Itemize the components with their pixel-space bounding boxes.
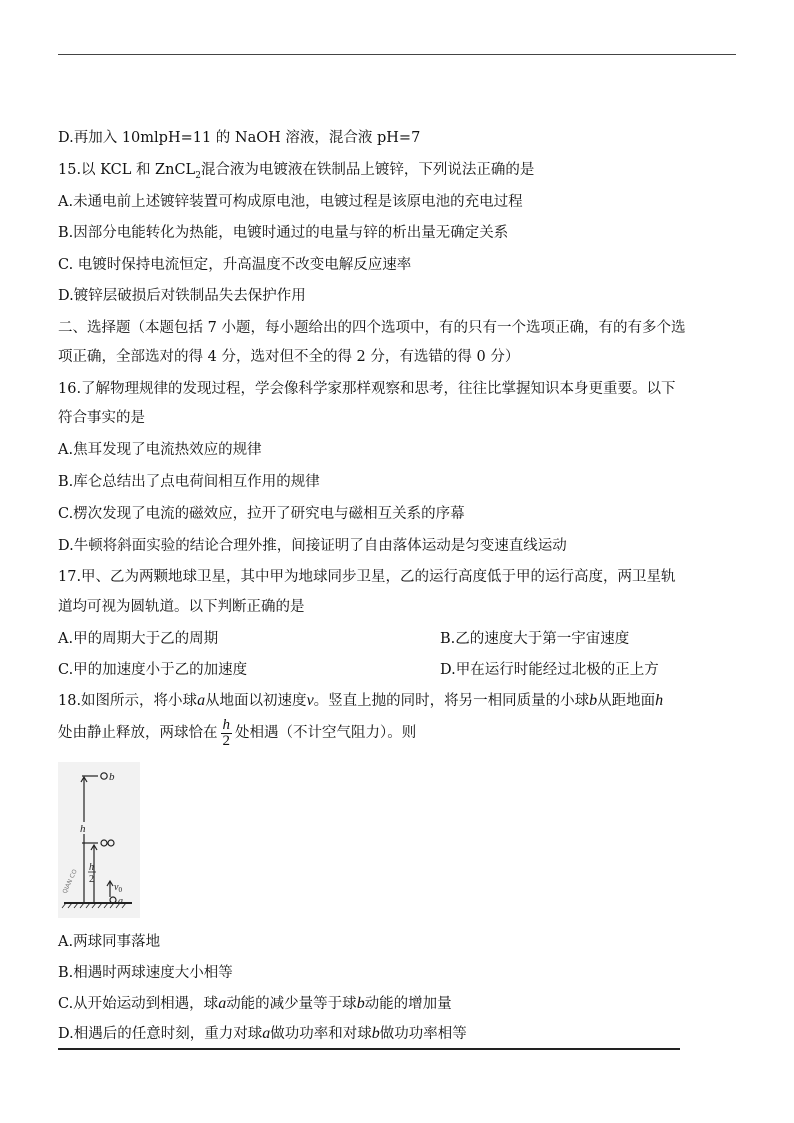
option-b-q16: B.库仑总结出了点电荷间相互作用的规律 bbox=[58, 474, 320, 490]
option-a-q15: A.未通电前上述镀锌装置可构成原电池，电镀过程是该原电池的充电过程 bbox=[58, 194, 523, 210]
option-d-q16: D.牛顿将斜面实验的结论合理外推，间接证明了自由落体运动是匀变速直线运动 bbox=[58, 538, 567, 554]
c18-var-b: b bbox=[356, 995, 365, 1012]
d18-text-1: D.相遇后的任意时刻，重力对球 bbox=[58, 1026, 263, 1042]
q18-text-4: 从距地面 bbox=[597, 693, 656, 709]
question-18-line-1 bbox=[58, 691, 663, 711]
q18-frac-num: h bbox=[222, 716, 230, 733]
fig-meet-circle-2 bbox=[108, 840, 114, 846]
section-2-heading-line-1: 二、选择题（本题包括 7 小题，每小题给出的四个选项中，有的只有一个选项正确，有的有多个选 bbox=[58, 320, 686, 336]
fig-label-b: b bbox=[109, 771, 115, 783]
option-d-q14: D.再加入 10mlpH=11 的 NaOH 溶液，混合液 pH=7 bbox=[58, 130, 421, 146]
option-b-q17: B.乙的速度大于第一宇宙速度 bbox=[440, 631, 630, 647]
q15-text-1: 15.以 KCL 和 ZnCL bbox=[58, 162, 196, 178]
q15-text-2: 混合液为电镀液在铁制品上镀锌，下列说法正确的是 bbox=[200, 162, 535, 178]
q18-text-3: 。竖直上抛的同时，将另一相同质量的小球 bbox=[313, 693, 590, 709]
d18-text-3: 做功功率相等 bbox=[379, 1026, 467, 1042]
question-16-line-1: 16.了解物理规律的发现过程，学会像科学家那样观察和思考，往往比掌握知识本身更重要。以下 bbox=[58, 381, 676, 397]
fig-label-a: a bbox=[118, 896, 123, 907]
q18-frac-den: 2 bbox=[222, 732, 230, 749]
option-d-q15: D.镀锌层破损后对铁制品失去保护作用 bbox=[58, 288, 306, 304]
q18-var-v: v bbox=[306, 692, 314, 709]
c18-text-2: 动能的减少量等于球 bbox=[226, 996, 357, 1012]
q18-fraction bbox=[221, 718, 233, 749]
option-a-q17: A.甲的周期大于乙的周期 bbox=[58, 631, 219, 647]
fig-meet-circle-1 bbox=[101, 840, 107, 846]
option-a-q16: A.焦耳发现了电流热效应的规律 bbox=[58, 442, 262, 458]
fig-label-v0-main: v bbox=[114, 882, 119, 893]
question-16-line-2: 符合事实的是 bbox=[58, 410, 145, 426]
d18-var-b: b bbox=[371, 1025, 380, 1042]
fig-label-half-den: 2 bbox=[89, 874, 94, 885]
option-c-q18 bbox=[58, 994, 452, 1014]
question-15 bbox=[58, 160, 534, 186]
option-b-q18: B.相遇时两球速度大小相等 bbox=[58, 965, 233, 981]
q18-var-h: h bbox=[655, 692, 664, 709]
q18-var-b: b bbox=[589, 692, 598, 709]
c18-text-1: C.从开始运动到相遇，球 bbox=[58, 996, 219, 1012]
question-18-line-2 bbox=[58, 716, 416, 750]
c18-text-3: 动能的增加量 bbox=[364, 996, 452, 1012]
fig-label-h: h bbox=[80, 823, 86, 835]
question-17-line-2: 道均可视为圆轨道。以下判断正确的是 bbox=[58, 599, 305, 615]
q18-var-a: a bbox=[197, 692, 206, 709]
option-c-q16: C.楞次发现了电流的磁效应，拉开了研究电与磁相互关系的序幕 bbox=[58, 506, 465, 522]
q18-figure-svg bbox=[58, 762, 140, 918]
fig-label-half-num: h bbox=[89, 862, 94, 873]
option-c-q17: C.甲的加速度小于乙的加速度 bbox=[58, 662, 248, 678]
option-d-q17: D.甲在运行时能经过北极的正上方 bbox=[440, 662, 659, 678]
q18-text-5: 处由静止释放，两球恰在 bbox=[58, 725, 218, 741]
footer-rule bbox=[58, 1048, 680, 1050]
option-d-q18 bbox=[58, 1024, 467, 1044]
fig-label-v0 bbox=[114, 882, 122, 894]
section-2-heading-line-2: 项正确，全部选对的得 4 分，选对但不全的得 2 分，有选错的得 0 分） bbox=[58, 349, 520, 365]
header-rule bbox=[58, 54, 736, 55]
option-b-q15: B.因部分电能转化为热能，电镀时通过的电量与锌的析出量无确定关系 bbox=[58, 225, 509, 241]
fig-ball-b bbox=[101, 773, 107, 779]
q18-text-2: 从地面以初速度 bbox=[205, 693, 307, 709]
c18-var-a: a bbox=[218, 995, 227, 1012]
fig-watermark: QIAN CO bbox=[61, 868, 79, 895]
d18-text-2: 做功功率和对球 bbox=[270, 1026, 372, 1042]
q18-text-6: 处相遇（不计空气阻力）。则 bbox=[235, 725, 417, 741]
option-c-q15: C. 电镀时保持电流恒定，升高温度不改变电解反应速率 bbox=[58, 257, 412, 273]
q15-subscript: 2 bbox=[195, 170, 201, 181]
fig-label-v0-sub: 0 bbox=[118, 886, 122, 894]
question-17-line-1: 17.甲、乙为两颗地球卫星，其中甲为地球同步卫星，乙的运行高度低于甲的运行高度，两卫星轨 bbox=[58, 569, 676, 585]
option-a-q18: A.两球同事落地 bbox=[58, 934, 161, 950]
q18-figure bbox=[58, 762, 140, 918]
q18-text-1: 18.如图所示，将小球 bbox=[58, 693, 198, 709]
d18-var-a: a bbox=[262, 1025, 271, 1042]
